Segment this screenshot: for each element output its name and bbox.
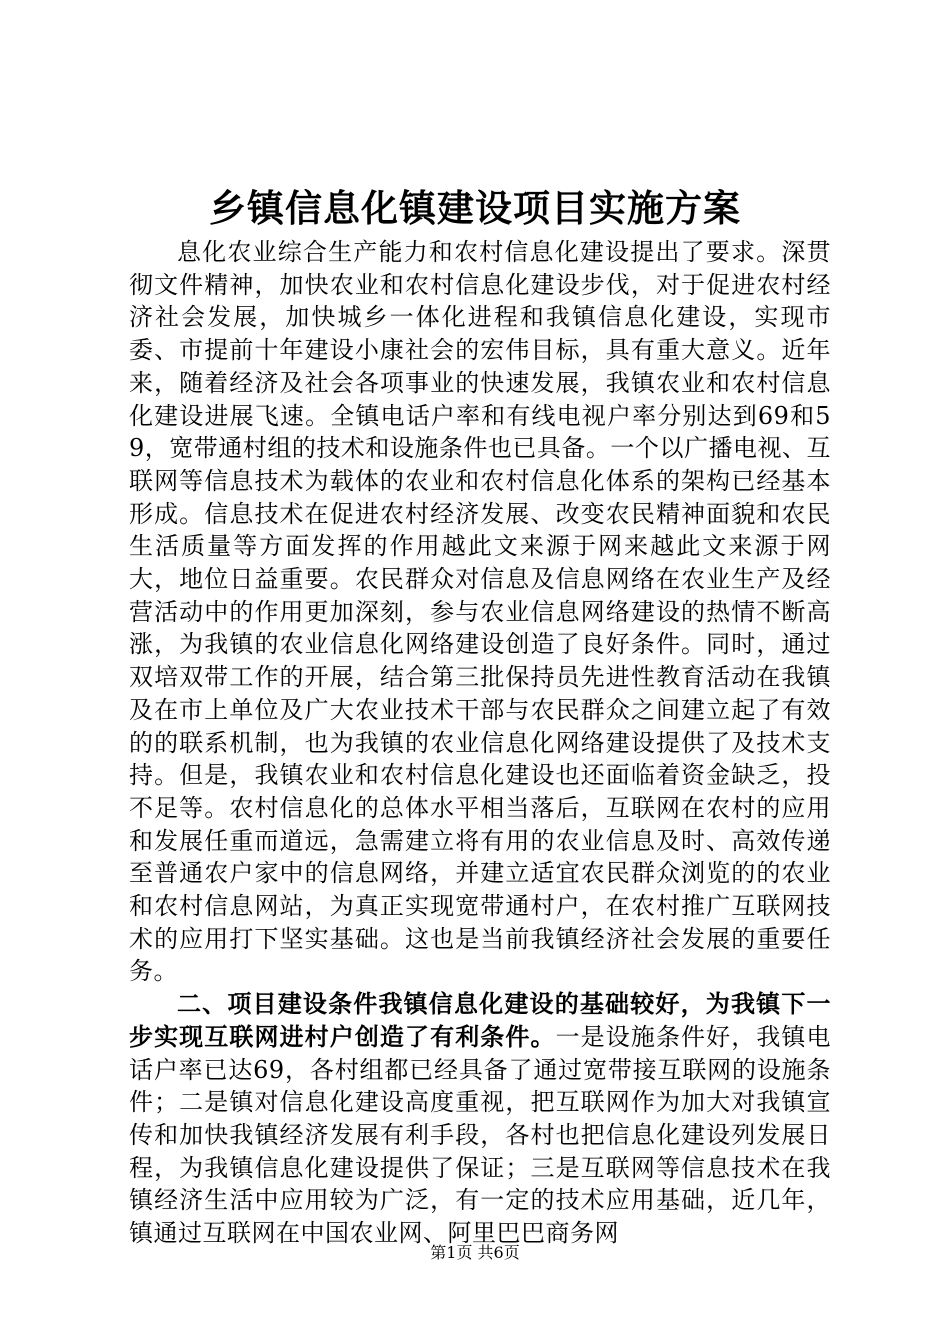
page-number-footer: 第1页 共6页 [430,1243,520,1262]
body-paragraph [129,988,831,1250]
paragraph-text: 息化农业综合生产能力和农村信息化建设提出了要求。深贯彻文件精神，加快农业和农村信息化建设步伐，对于促进农村经济社会发展，加快城乡一体化进程和我镇信息化建设，实现市委、市提前十年建设小康社会的宏伟目标，具有重大意义。近年来，随着经济及社会各项事业的快速发展，我镇农业和农村信息化建设进展飞速。全镇电话户率和有线电视户率分别达到69和59，宽带通村组的技术和设施条件也已具备。一个以广播电视、互联网等信息技术为载体的农业和农村信息化体系的架构已经基本形成。信息技术在促进农村经济发展、改变农民精神面貌和农民生活质量等方面发挥的作用越此文来源于网来越此文来源于网大，地位日益重要。农民群众对信息及信息网络在农业生产及经营活动中的作用更加深刻，参与农业信息网络建设的热情不断高涨，为我镇的农业信息化网络建设创造了良好条件。同时，通过双培双带工作的开展，结合第三批保持员先进性教育活动在我镇及在市上单位及广大农业技术干部与农民群众之间建立起了有效的的联系机制，也为我镇的农业信息化网络建设提供了及技术支持。但是，我镇农业和农村信息化建设也还面临着资金缺乏，投不足等。农村信息化的总体水平相当落后，互联网在农村的应用和发展任重而道远，急需建立将有用的农业信息及时、高效传递至普通农户家中的信息网络，并建立适宜农民群众浏览的的农业和农村信息网站，为真正实现宽带通村户，在农村推广互联网技术的应用打下坚实基础。这也是当前我镇经济社会发展的重要任务。 [129,238,831,986]
document-body [129,236,831,1250]
paragraph-lead: 二、项目建设条件我镇信息化建设的基础较好，为我镇下一步实现互联网进村户创造了有利条件。 [129,989,831,1051]
document-title: 乡镇信息化镇建设项目实施方案 [209,186,741,230]
body-paragraph [129,236,831,988]
paragraph-text: 一是设施条件好，我镇电话户率已达69，各村组都已经具备了通过宽带接互联网的设施条件；二是镇对信息化建设高度重视，把互联网作为加大对我镇宣传和加快我镇经济发展有利手段，各村也把信息化建设列发展日程，为我镇信息化建设提供了保证；三是互联网等信息技术在我镇经济生活中应用较为广泛，有一定的技术应用基础，近几年，镇通过互联网在中国农业网、阿里巴巴商务网 [129,1022,832,1248]
